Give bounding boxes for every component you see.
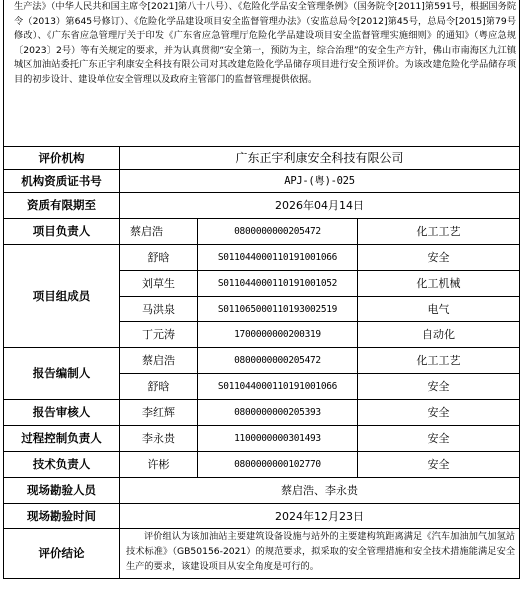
author-name: 蔡启浩 <box>120 348 198 374</box>
member-name: 舒晗 <box>120 245 198 271</box>
survey-time-label: 现场勘验时间 <box>4 504 120 529</box>
process-code: 1100000000301493 <box>198 426 358 452</box>
process-label: 过程控制负责人 <box>4 426 120 452</box>
author-specialty: 安全 <box>358 374 520 400</box>
member-name: 丁元涛 <box>120 322 198 348</box>
leader-code: 0800000000205472 <box>198 219 358 245</box>
survey-label: 现场勘验人员 <box>4 478 120 504</box>
reviewer-specialty: 安全 <box>358 400 520 426</box>
author-code: S011044000110191001066 <box>198 374 358 400</box>
tech-label: 技术负责人 <box>4 452 120 478</box>
leader-label: 项目负责人 <box>4 219 120 245</box>
member-code: S011044000110191001066 <box>198 245 358 271</box>
member-name: 刘草生 <box>120 271 198 297</box>
tech-specialty: 安全 <box>358 452 520 478</box>
authors-label: 报告编制人 <box>4 348 120 400</box>
cert-label: 机构资质证书号 <box>4 170 120 193</box>
member-specialty: 安全 <box>358 245 520 271</box>
survey-value: 蔡启浩、李永贵 <box>120 478 520 504</box>
author-code: 0800000000205472 <box>198 348 358 374</box>
author-specialty: 化工工艺 <box>358 348 520 374</box>
org-value: 广东正宇利康安全科技有限公司 <box>120 147 520 170</box>
evaluation-info-table <box>3 0 520 579</box>
survey-time-value: 2024年12月23日 <box>120 504 520 529</box>
cert-value: APJ-(粤)-025 <box>120 170 520 193</box>
member-code: S011065000110193002519 <box>198 297 358 322</box>
tech-code: 0800000000102770 <box>198 452 358 478</box>
member-code: 1700000000200319 <box>198 322 358 348</box>
process-specialty: 安全 <box>358 426 520 452</box>
valid-label: 资质有限期至 <box>4 193 120 219</box>
conclusion-value: 评价组认为该加油站主要建筑设备设施与站外的主要建构筑距离满足《汽车加油加气加氢站技术标准》（GB50156-2021）的规范要求，拟采取的安全管理措施和安全技术措施能满足安全生产的要求，该建设项目从安全角度是可行的。 <box>120 529 520 579</box>
process-name: 李永贵 <box>120 426 198 452</box>
valid-value: 2026年04月14日 <box>120 193 520 219</box>
member-name: 马洪泉 <box>120 297 198 322</box>
member-specialty: 自动化 <box>358 322 520 348</box>
tech-name: 许彬 <box>120 452 198 478</box>
author-name: 舒晗 <box>120 374 198 400</box>
leader-specialty: 化工工艺 <box>358 219 520 245</box>
member-specialty: 电气 <box>358 297 520 322</box>
reviewer-name: 李红辉 <box>120 400 198 426</box>
intro-paragraph: 生产法》（中华人民共和国主席令[2021]第八十八号）、《危险化学品安全管理条例》（国务院令[2011]第591号，根据国务院令（2013）第645号修订）、《危险化学品建设项目安全监督管理办法》（安监总局令[2012]第45号，总局令[2015]第79号修改）、《广东省应急管理厅关于印发《广东省应急管理厅危险化学品建设项目安全监督管理实施细则》的通知》（粤应急规〔2023〕2号）等有关规定的要求，并为认真贯彻“安全第一，预防为主，综合治理”的安全生产方针，佛山市南海区九江镇城区加油站委托广东正宇利康安全科技有限公司对其改建危险化学品储存项目进行安全预评价。为该改建危险化学品储存项目的初步设计、建设单位安全管理以及政府主管部门的监督管理提供依据。 <box>4 0 520 147</box>
member-specialty: 化工机械 <box>358 271 520 297</box>
org-label: 评价机构 <box>4 147 120 170</box>
members-label: 项目组成员 <box>4 245 120 348</box>
conclusion-label: 评价结论 <box>4 529 120 579</box>
reviewer-code: 0800000000205393 <box>198 400 358 426</box>
reviewer-label: 报告审核人 <box>4 400 120 426</box>
member-code: S011044000110191001052 <box>198 271 358 297</box>
leader-name: 蔡启浩 <box>120 219 198 245</box>
